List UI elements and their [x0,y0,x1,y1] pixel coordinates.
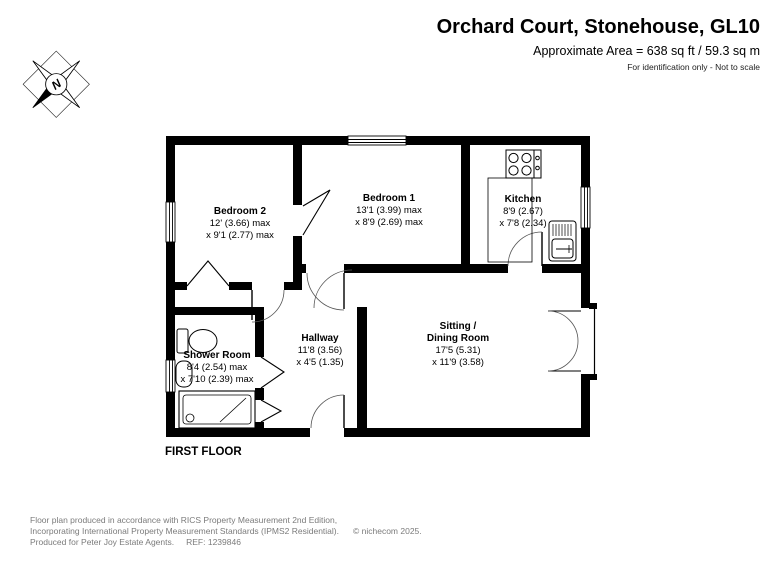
footer-standards: Incorporating International Property Measurement Standards (IPMS2 Residential). [30,526,339,536]
footer-disclaimer [30,515,422,548]
room-name: Shower Room [183,350,251,361]
footer-produced-for: Produced for Peter Joy Estate Agents. [30,537,175,547]
window-kitchen-icon [581,187,590,228]
room-dim: x 4'5 (1.35) [296,357,344,368]
french-door-frame [589,303,597,380]
door-bedroom1-icon [307,273,344,310]
room-dim: x 11'9 (3.58) [432,357,484,368]
floor-label: FIRST FLOOR [165,446,242,458]
room-name: Bedroom 1 [362,193,416,204]
room-name: Hallway [301,333,339,344]
room-name: Bedroom 2 [213,206,267,217]
room-dim: 13'1 (3.99) max [356,205,422,216]
room-label-bedroom2 [206,206,274,242]
room-dim: 17'5 (5.31) [435,345,481,356]
shower-tray-icon [179,391,255,428]
page-title: Orchard Court, Stonehouse, GL10 [436,16,760,38]
room-name: Kitchen [504,194,542,205]
door-front-icon [311,395,344,428]
footer-copyright: © nichecom 2025. [353,526,422,536]
room-label-sitting-dining [427,321,489,369]
door-closet-icon [187,261,229,286]
room-label-hallway [296,333,343,369]
room-name: Dining Room [426,333,490,344]
compass-rose-icon [9,37,103,131]
room-dim: 11'8 (3.56) [297,345,343,356]
room-dim: 12' (3.66) max [209,218,271,229]
room-label-shower-room [180,350,253,386]
door-cupboard-icon [261,400,281,422]
door-kitchen-icon [508,232,542,266]
room-label-kitchen [499,194,546,230]
room-dim: x 7'10 (2.39) max [180,374,254,385]
compass-north-letter: N [48,76,64,93]
door-bedrooms-icon [303,190,330,235]
door-sitting-icon [314,270,352,308]
window-bedroom2-icon [166,202,175,242]
room-label-bedroom1 [355,193,423,229]
door-shower-icon [261,357,284,388]
approximate-area: Approximate Area = 638 sq ft / 59.3 sq m [533,44,760,58]
door-french-icon [548,311,581,371]
room-dim: 8'4 (2.54) max [186,362,248,373]
footer-line2 [30,526,422,537]
room-dim: x 9'1 (2.77) max [206,230,274,241]
room-dim: 8'9 (2.67) [503,206,543,217]
room-dim: x 7'8 (2.34) [499,218,547,229]
hob-icon [506,150,541,178]
room-name: Sitting / [439,321,477,332]
window-shower-icon [166,360,175,392]
footer-line3 [30,537,422,548]
footer-ref: REF: 1239846 [186,537,241,547]
window-bedroom1-icon [348,136,406,145]
room-dim: x 8'9 (2.69) max [355,217,423,228]
identification-note: For identification only - Not to scale [627,62,760,72]
sink-icon [549,221,576,261]
footer-line1: Floor plan produced in accordance with RICS Property Measurement 2nd Edition, [30,515,338,525]
